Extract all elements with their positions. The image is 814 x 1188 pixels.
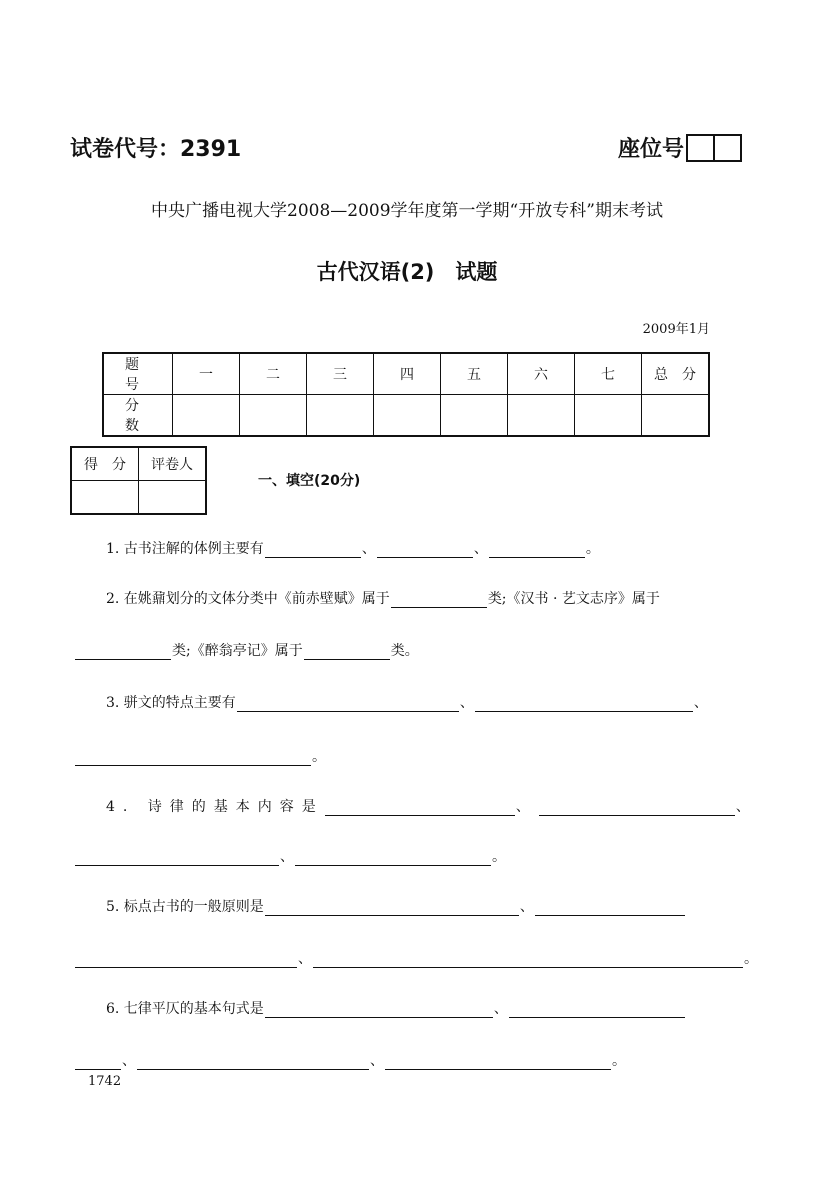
- answer-blank[interactable]: [475, 697, 693, 712]
- question-text: 类;《汉书 · 艺文志序》属于: [487, 591, 660, 607]
- grader-name-cell[interactable]: [139, 481, 207, 515]
- separator: 、: [473, 541, 488, 557]
- score-table-row-label: 分 数: [103, 395, 173, 437]
- score-table-col-5: 五: [441, 353, 508, 395]
- course-title: 古代汉语(2) 试题: [316, 260, 498, 284]
- answer-blank[interactable]: [75, 953, 297, 968]
- question-2-cont: [74, 640, 419, 660]
- question-text: 4. 诗律的基本内容是: [106, 799, 324, 815]
- score-cell[interactable]: [173, 395, 240, 437]
- question-1: [106, 538, 600, 558]
- question-4: [106, 796, 758, 816]
- separator: 。: [744, 951, 758, 967]
- question-6: [106, 998, 686, 1018]
- seat-box[interactable]: [715, 134, 742, 162]
- seat-label: 座位号: [618, 137, 685, 162]
- answer-blank[interactable]: [489, 543, 585, 558]
- seat-boxes: [686, 134, 742, 162]
- answer-blank[interactable]: [137, 1055, 369, 1070]
- question-text: 6. 七律平仄的基本句式是: [106, 1001, 264, 1017]
- answer-blank[interactable]: [391, 593, 487, 608]
- score-cell[interactable]: [374, 395, 441, 437]
- score-cell[interactable]: [307, 395, 374, 437]
- question-text: 3. 骈文的特点主要有: [106, 695, 236, 711]
- answer-blank[interactable]: [385, 1055, 611, 1070]
- separator: 、: [280, 849, 294, 865]
- answer-blank[interactable]: [75, 751, 311, 766]
- answer-blank[interactable]: [265, 543, 361, 558]
- score-cell[interactable]: [240, 395, 307, 437]
- grader-score-cell[interactable]: [71, 481, 139, 515]
- score-table-col-2: 二: [240, 353, 307, 395]
- score-table-score-row: [103, 395, 709, 437]
- answer-blank[interactable]: [75, 1055, 121, 1070]
- grader-table: [70, 446, 207, 515]
- separator: 、: [370, 1053, 384, 1069]
- question-6-cont: [74, 1050, 626, 1070]
- separator: 、: [735, 799, 758, 815]
- section-title: 一、填空(20分): [258, 473, 361, 489]
- answer-blank[interactable]: [265, 1003, 493, 1018]
- question-text: 5. 标点古书的一般原则是: [106, 899, 264, 915]
- separator: 。: [612, 1053, 626, 1069]
- answer-blank[interactable]: [325, 801, 515, 816]
- seat-box[interactable]: [686, 134, 715, 162]
- score-table-col-6: 六: [508, 353, 575, 395]
- answer-blank[interactable]: [265, 901, 519, 916]
- separator: 。: [312, 749, 326, 765]
- answer-blank[interactable]: [535, 901, 685, 916]
- separator: 、: [519, 899, 534, 915]
- answer-blank[interactable]: [75, 851, 279, 866]
- page-number: 1742: [88, 1074, 122, 1089]
- score-table: [102, 352, 710, 437]
- answer-blank[interactable]: [539, 801, 735, 816]
- score-cell[interactable]: [508, 395, 575, 437]
- question-5: [106, 896, 686, 916]
- question-text: 类。: [390, 643, 419, 659]
- answer-blank[interactable]: [509, 1003, 685, 1018]
- separator: 、: [459, 695, 474, 711]
- seat-number: [618, 132, 742, 163]
- score-cell[interactable]: [642, 395, 710, 437]
- score-cell[interactable]: [441, 395, 508, 437]
- answer-blank[interactable]: [304, 645, 390, 660]
- score-table-col-7: 七: [575, 353, 642, 395]
- answer-blank[interactable]: [237, 697, 459, 712]
- score-table-col-4: 四: [374, 353, 441, 395]
- separator: 、: [493, 1001, 508, 1017]
- answer-blank[interactable]: [377, 543, 473, 558]
- exam-name: 中央广播电视大学2008—2009学年度第一学期“开放专科”期末考试: [151, 201, 663, 221]
- grader-name-label: 评卷人: [139, 447, 207, 481]
- score-table-col-1: 一: [173, 353, 240, 395]
- separator: 、: [693, 695, 708, 711]
- answer-blank[interactable]: [295, 851, 491, 866]
- separator: 。: [585, 541, 600, 557]
- question-text: 1. 古书注解的体例主要有: [106, 541, 264, 557]
- separator: 、: [515, 799, 538, 815]
- separator: 、: [298, 951, 312, 967]
- answer-blank[interactable]: [75, 645, 171, 660]
- answer-blank[interactable]: [313, 953, 743, 968]
- question-3-cont: [74, 746, 326, 766]
- score-table-col-3: 三: [307, 353, 374, 395]
- score-table-header-row: [103, 353, 709, 395]
- grader-score-label: 得 分: [71, 447, 139, 481]
- question-5-cont: [74, 948, 758, 968]
- separator: 、: [361, 541, 376, 557]
- question-3: [106, 692, 708, 712]
- question-4-cont: [74, 846, 506, 866]
- question-text: 类;《醉翁亭记》属于: [172, 643, 303, 659]
- paper-code: 试卷代号：2391: [70, 137, 242, 162]
- separator: 、: [122, 1053, 136, 1069]
- question-text: 2. 在姚鼐划分的文体分类中《前赤壁赋》属于: [106, 591, 390, 607]
- question-2: [106, 588, 660, 608]
- separator: 。: [492, 849, 506, 865]
- exam-date: 2009年1月: [642, 322, 710, 337]
- score-table-row-label: 题 号: [103, 353, 173, 395]
- score-cell[interactable]: [575, 395, 642, 437]
- score-table-col-total: 总 分: [642, 353, 710, 395]
